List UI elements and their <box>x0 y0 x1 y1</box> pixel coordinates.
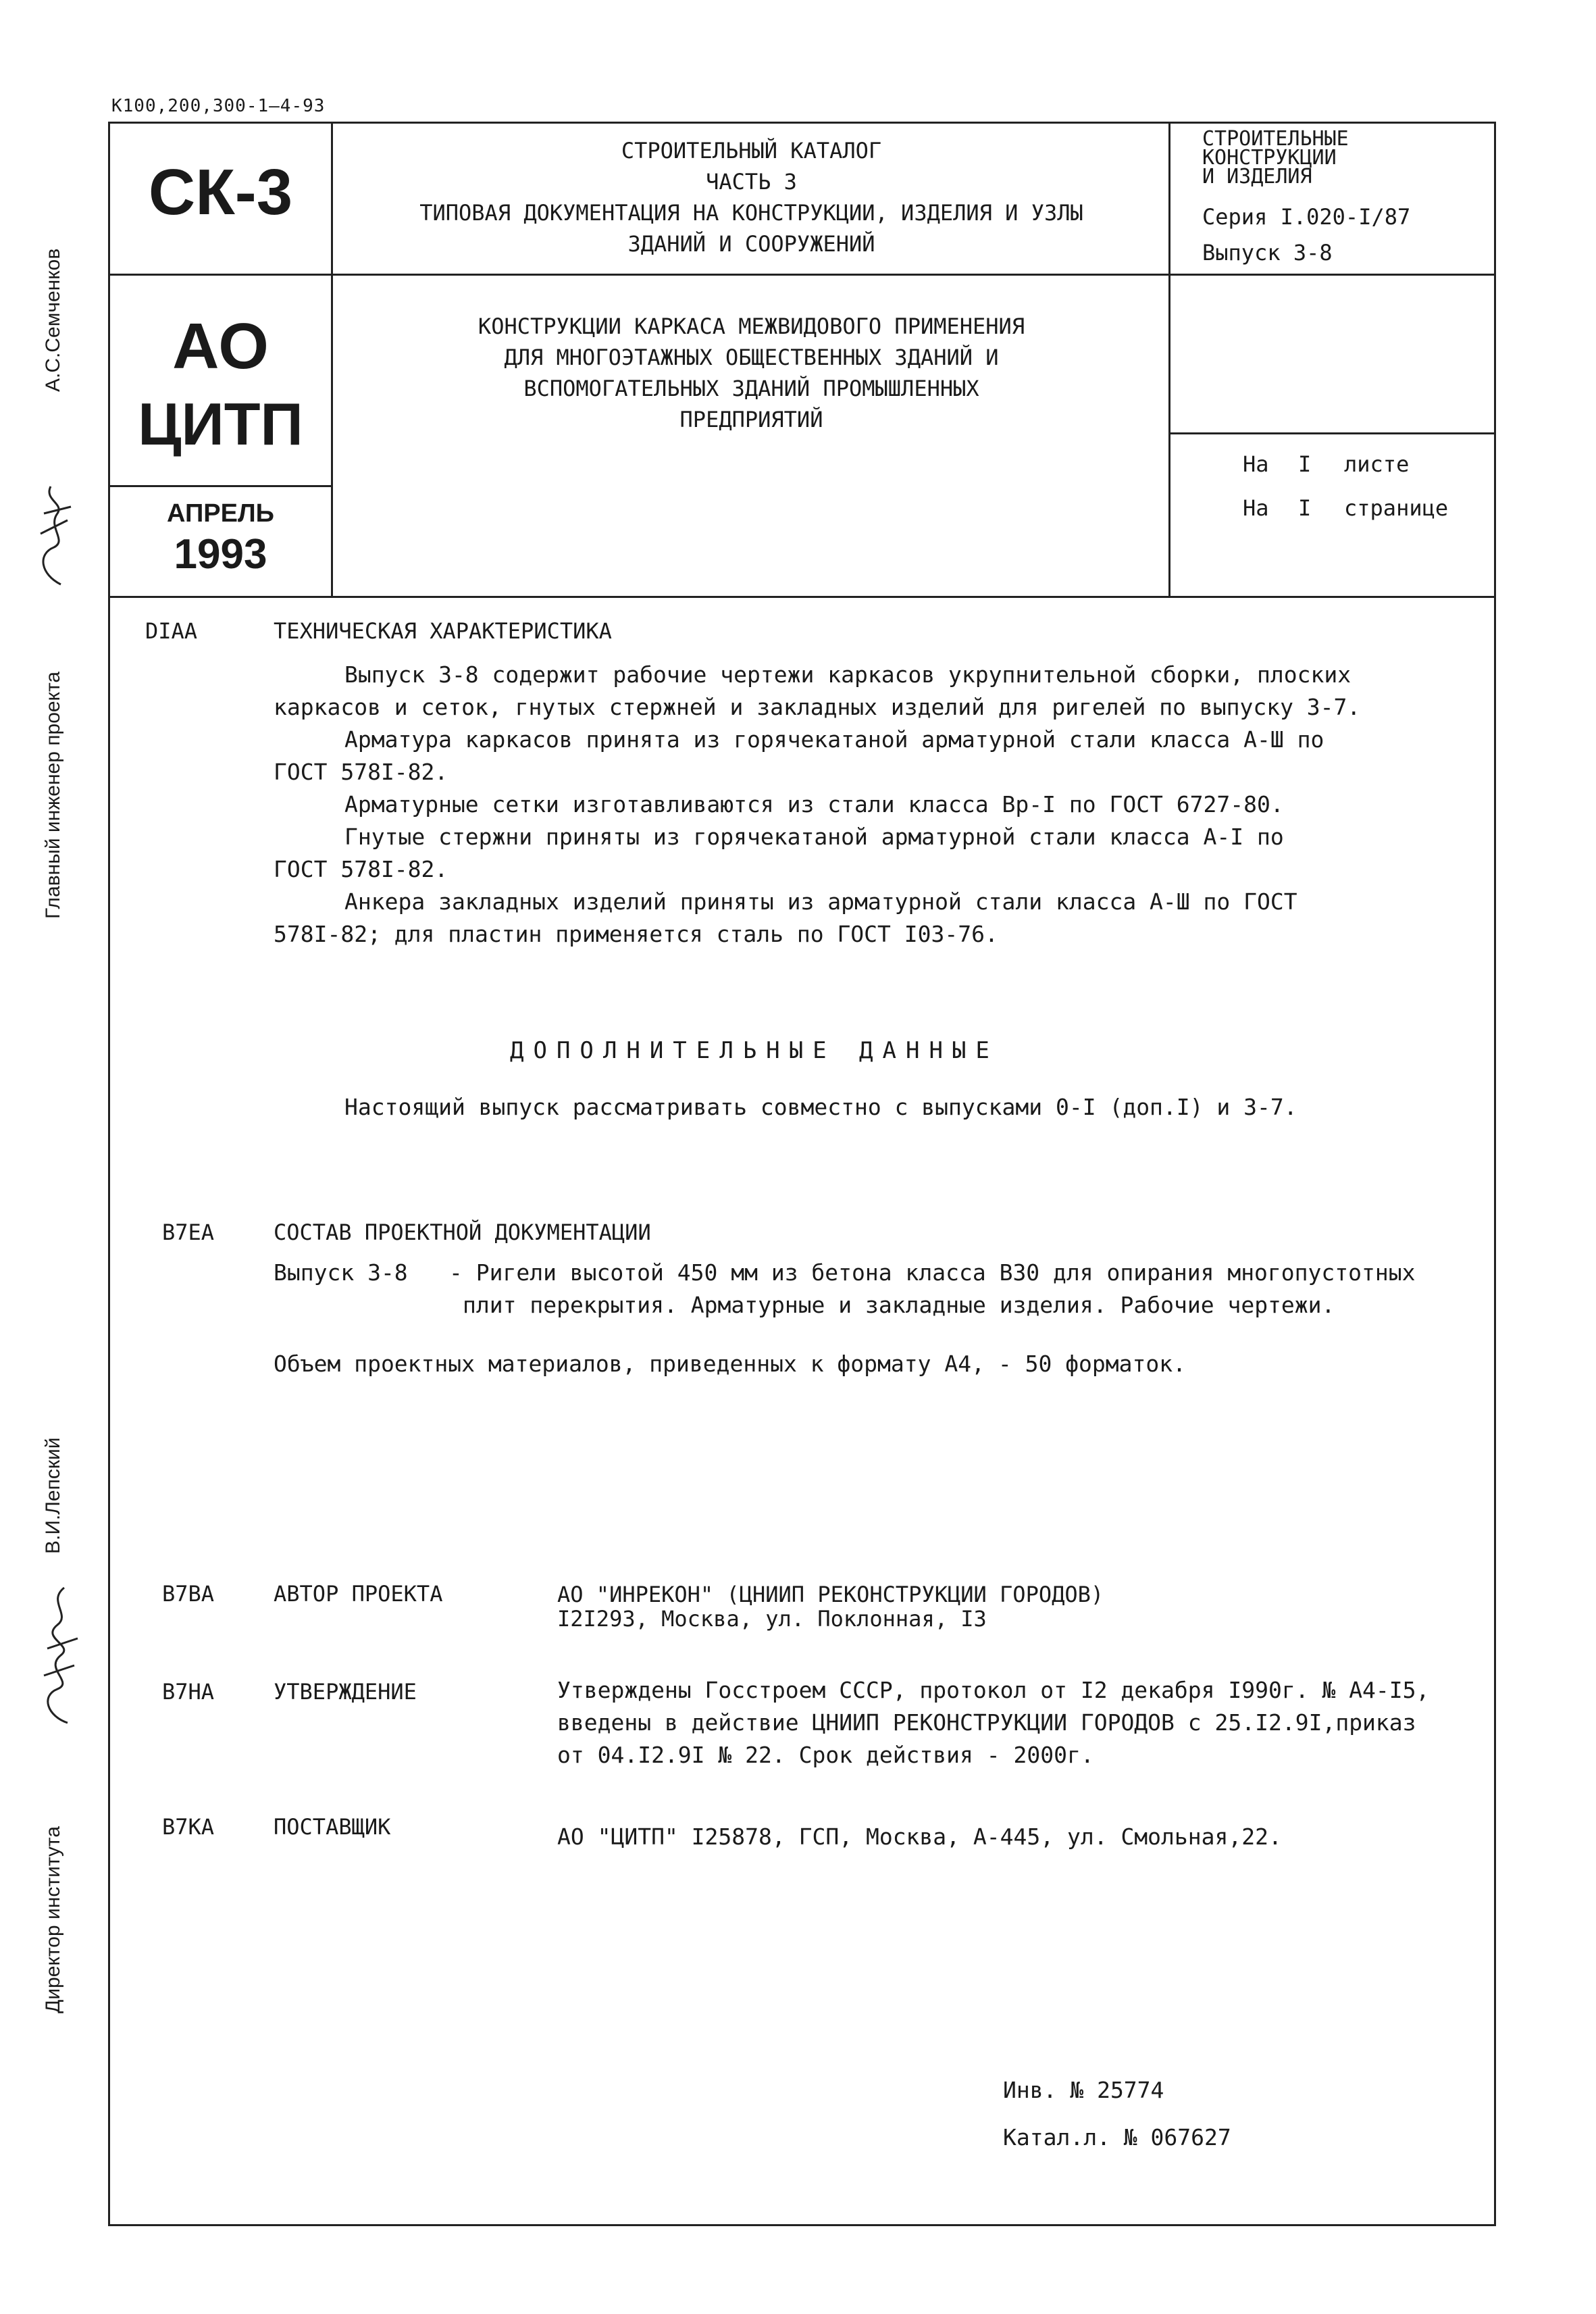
composition-line: - Ригели высотой 450 мм из бетона класса В30 для опирания многопустотных <box>449 1259 1416 1286</box>
supplier-info: АО "ЦИТП" I25878, ГСП, Москва, А-445, ул. Смольная,22. <box>557 1823 1282 1850</box>
subject-line: ВСПОМОГАТЕЛЬНЫХ ЗДАНИЙ ПРОМЫШЛЕННЫХ <box>523 376 979 401</box>
subject-line: ПРЕДПРИЯТИЙ <box>679 407 823 432</box>
tech-line: Выпуск 3-8 содержит рабочие чертежи каркасов укрупнительной сборки, плоских <box>344 661 1352 688</box>
category-line: КОНСТРУКЦИИ <box>1202 146 1337 170</box>
chief-engineer-role: Главный инженер проекта <box>42 671 64 919</box>
org-ao: АО <box>172 310 269 382</box>
issue-month: АПРЕЛЬ <box>167 499 274 528</box>
subject-line: КОНСТРУКЦИИ КАРКАСА МЕЖВИДОВОГО ПРИМЕНЕНИЯ <box>478 313 1025 339</box>
divider <box>1168 122 1170 598</box>
category-block <box>1202 127 1349 188</box>
tech-line: Арматурные сетки изготавливаются из стали класса Вр-I по ГОСТ 6727-80. <box>344 791 1284 818</box>
divider <box>331 122 333 598</box>
approval-line: Утверждены Госстроем СССР, протокол от I2 декабря I990г. № А4-I5, <box>557 1677 1430 1703</box>
tech-line: Арматура каркасов принята из горячекатаной арматурной стали класса А-Ш по <box>344 726 1324 753</box>
category-line: СТРОИТЕЛЬНЫЕ <box>1202 127 1349 151</box>
sheets-word: листе <box>1344 451 1410 477</box>
pages-na: На <box>1243 495 1269 521</box>
composition-line: плит перекрытия. Арматурные и закладные изделия. Рабочие чертежи. <box>463 1292 1335 1318</box>
sheets-na: На <box>1243 451 1269 477</box>
series-number: Серия I.020-I/87 <box>1202 204 1411 230</box>
catalog-line: ЧАСТЬ 3 <box>706 169 797 195</box>
section-code: B7BA <box>162 1581 215 1607</box>
catalog-line: СТРОИТЕЛЬНЫЙ КАТАЛОГ <box>621 138 882 164</box>
catalog-line: ЗДАНИЙ И СООРУЖЕНИЙ <box>627 231 875 257</box>
approval-label: УТВЕРЖДЕНИЕ <box>274 1679 417 1705</box>
section-code: DIAA <box>145 618 198 644</box>
org-citp: ЦИТП <box>138 391 303 457</box>
author-line: I2I293, Москва, ул. Поклонная, I3 <box>557 1606 987 1632</box>
issue-number: Выпуск 3-8 <box>1202 240 1333 266</box>
author-info <box>557 1582 1104 1631</box>
author-line: АО "ИНРЕКОН" (ЦНИИП РЕКОНСТРУКЦИИ ГОРОДОВ) <box>557 1582 1104 1607</box>
sheets-count: I <box>1298 451 1312 477</box>
director-role: Директор института <box>42 1826 64 2013</box>
tech-title: ТЕХНИЧЕСКАЯ ХАРАКТЕРИСТИКА <box>274 618 612 644</box>
author-label: АВТОР ПРОЕКТА <box>274 1581 443 1607</box>
section-code: B7EA <box>162 1219 215 1245</box>
section-code: B7KA <box>162 1814 215 1840</box>
approval-line: введены в действие ЦНИИП РЕКОНСТРУКЦИИ ГОРОДОВ с 25.I2.9I,приказ <box>557 1709 1416 1736</box>
divider <box>1168 432 1496 434</box>
pages-count: I <box>1298 495 1312 521</box>
director-signature <box>27 1574 88 1730</box>
issue-year: 1993 <box>174 531 267 578</box>
tech-line: каркасов и сеток, гнутых стержней и закладных изделий для ригелей по выпуску 3-7. <box>274 694 1361 720</box>
approval-info <box>557 1674 1429 1771</box>
chief-engineer-signature <box>27 473 81 588</box>
divider <box>108 485 331 487</box>
catalog-header <box>334 135 1168 259</box>
catalog-sheet-number: Катал.л. № 067627 <box>1003 2124 1231 2150</box>
approval-line: от 04.I2.9I № 22. Срок действия - 2000г. <box>557 1742 1094 1768</box>
tech-line: ГОСТ 578I-82. <box>274 759 448 785</box>
subject-line: ДЛЯ МНОГОЭТАЖНЫХ ОБЩЕСТВЕННЫХ ЗДАНИЙ И <box>504 345 999 370</box>
director-name: В.И.Лепский <box>42 1437 64 1554</box>
pages-word: странице <box>1344 495 1449 521</box>
additional-title: ДОПОЛНИТЕЛЬНЫЕ ДАННЫЕ <box>510 1037 999 1064</box>
section-code: B7HA <box>162 1679 215 1705</box>
document-code: К100,200,300-1—4-93 <box>111 96 326 116</box>
supplier-label: ПОСТАВЩИК <box>274 1814 391 1840</box>
subject-block <box>334 311 1168 435</box>
composition-title: СОСТАВ ПРОЕКТНОЙ ДОКУМЕНТАЦИИ <box>274 1219 651 1245</box>
catalog-line: ТИПОВАЯ ДОКУМЕНТАЦИЯ НА КОНСТРУКЦИИ, ИЗДЕЛИЯ И УЗЛЫ <box>419 200 1083 226</box>
composition-issue: Выпуск 3-8 <box>274 1259 408 1286</box>
catalog-ck3: СК-3 <box>148 156 293 228</box>
category-line: И ИЗДЕЛИЯ <box>1202 165 1312 188</box>
tech-body <box>274 659 1476 951</box>
additional-text: Настоящий выпуск рассматривать совместно с выпусками 0-I (доп.I) и 3-7. <box>344 1094 1297 1120</box>
divider <box>108 596 1496 598</box>
tech-line: Анкера закладных изделий приняты из арматурной стали класса А-Ш по ГОСТ <box>344 888 1297 915</box>
chief-engineer-name: А.С.Семченков <box>42 248 64 392</box>
divider <box>108 274 1496 276</box>
inventory-number: Инв. № 25774 <box>1003 2077 1164 2103</box>
tech-line: 578I-82; для пластин применяется сталь по ГОСТ I03-76. <box>274 921 998 947</box>
composition-volume: Объем проектных материалов, приведенных к формату А4, - 50 форматок. <box>274 1351 1187 1377</box>
tech-line: Гнутые стержни приняты из горячекатаной арматурной стали класса А-I по <box>344 824 1284 850</box>
tech-line: ГОСТ 578I-82. <box>274 856 448 882</box>
